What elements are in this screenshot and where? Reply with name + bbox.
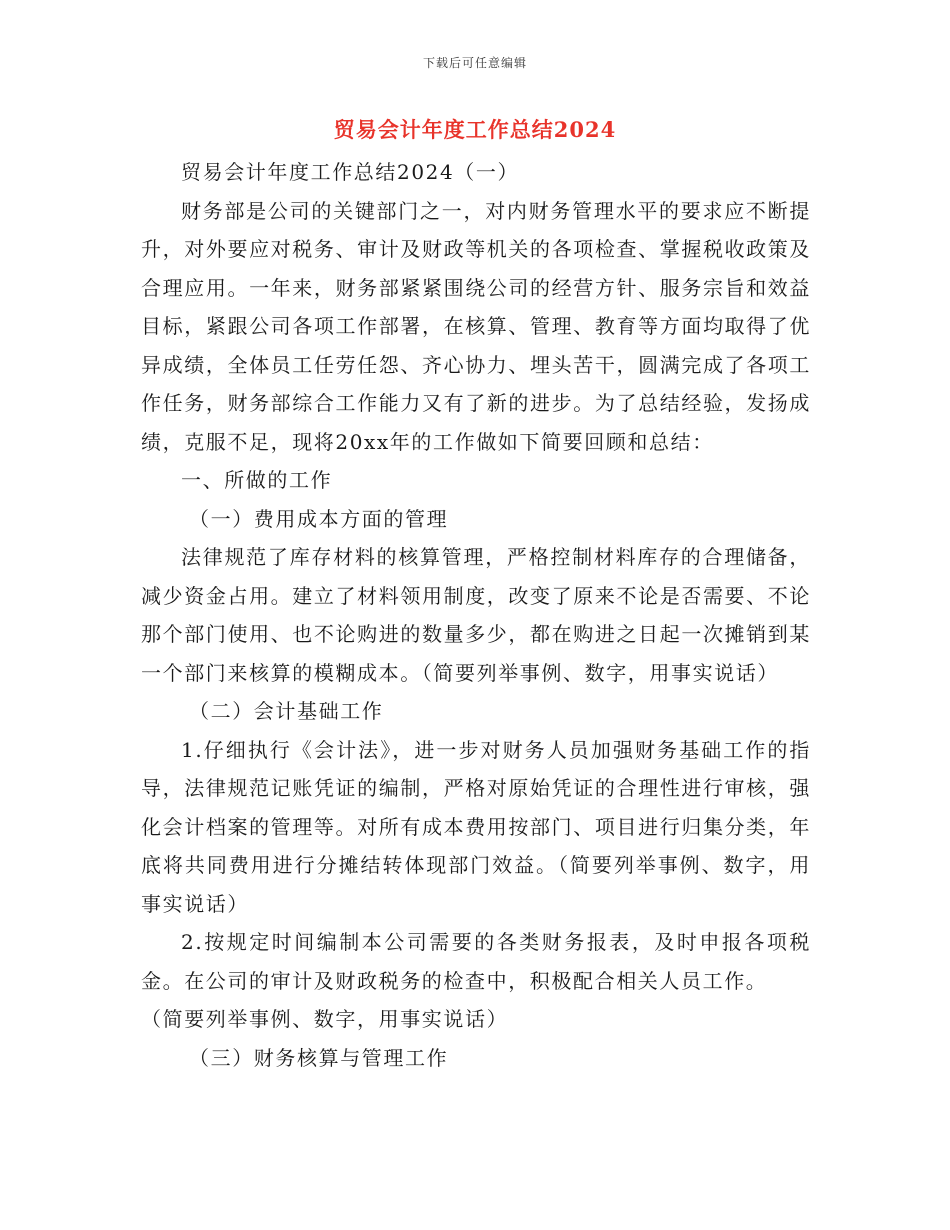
document-title: 贸易会计年度工作总结2024 bbox=[333, 117, 617, 142]
subsection-heading-cost-management: （一）费用成本方面的管理 bbox=[189, 506, 449, 531]
section-heading-work-done: 一、所做的工作 bbox=[181, 468, 333, 492]
document-body bbox=[141, 153, 811, 1077]
paragraph-note: （简要列举事例、数字，用事实说话） bbox=[141, 1007, 509, 1031]
paragraph-cost-management: 法律规范了库存材料的核算管理，严格控制材料库存的合理储备，减少资金占用。建立了材料领用制度，改变了原来不论是否需要、不论那个部门使用、也不论购进的数量多少，都在购进之日起一次摊销到某一个部门来核算的模糊成本。（简要列举事例、数字，用事实说话） bbox=[141, 545, 811, 685]
page-header-note: 下载后可任意编辑 bbox=[422, 56, 527, 70]
paragraph-accounting-item-2: 2.按规定时间编制本公司需要的各类财务报表，及时申报各项税金。在公司的审计及财政税务的检查中，积极配合相关人员工作。 bbox=[141, 930, 811, 993]
subsection-heading-accounting-basics: （二）会计基础工作 bbox=[189, 699, 384, 723]
subsection-heading-financial-accounting: （三）财务核算与管理工作 bbox=[189, 1045, 449, 1070]
paragraph-accounting-item-1: 1.仔细执行《会计法》，进一步对财务人员加强财务基础工作的指导，法律规范记账凭证的编制，严格对原始凭证的合理性进行审核，强化会计档案的管理等。对所有成本费用按部门、项目进行归集分类，年底将共同费用进行分摊结转体现部门效益。（简要列举事例、数字，用事实说话） bbox=[141, 737, 811, 916]
paragraph-intro: 财务部是公司的关键部门之一，对内财务管理水平的要求应不断提升，对外要应对税务、审计及财政等机关的各项检查、掌握税收政策及合理应用。一年来，财务部紧紧围绕公司的经营方针、服务宗旨和效益目标，紧跟公司各项工作部署，在核算、管理、教育等方面均取得了优异成绩，全体员工任劳任怨、齐心协力、埋头苦干，圆满完成了各项工作任务，财务部综合工作能力又有了新的进步。为了总结经验，发扬成绩，克服不足，现将20xx年的工作做如下简要回顾和总结： bbox=[141, 198, 811, 454]
paragraph-subtitle: 贸易会计年度工作总结2024（一） bbox=[181, 160, 520, 184]
